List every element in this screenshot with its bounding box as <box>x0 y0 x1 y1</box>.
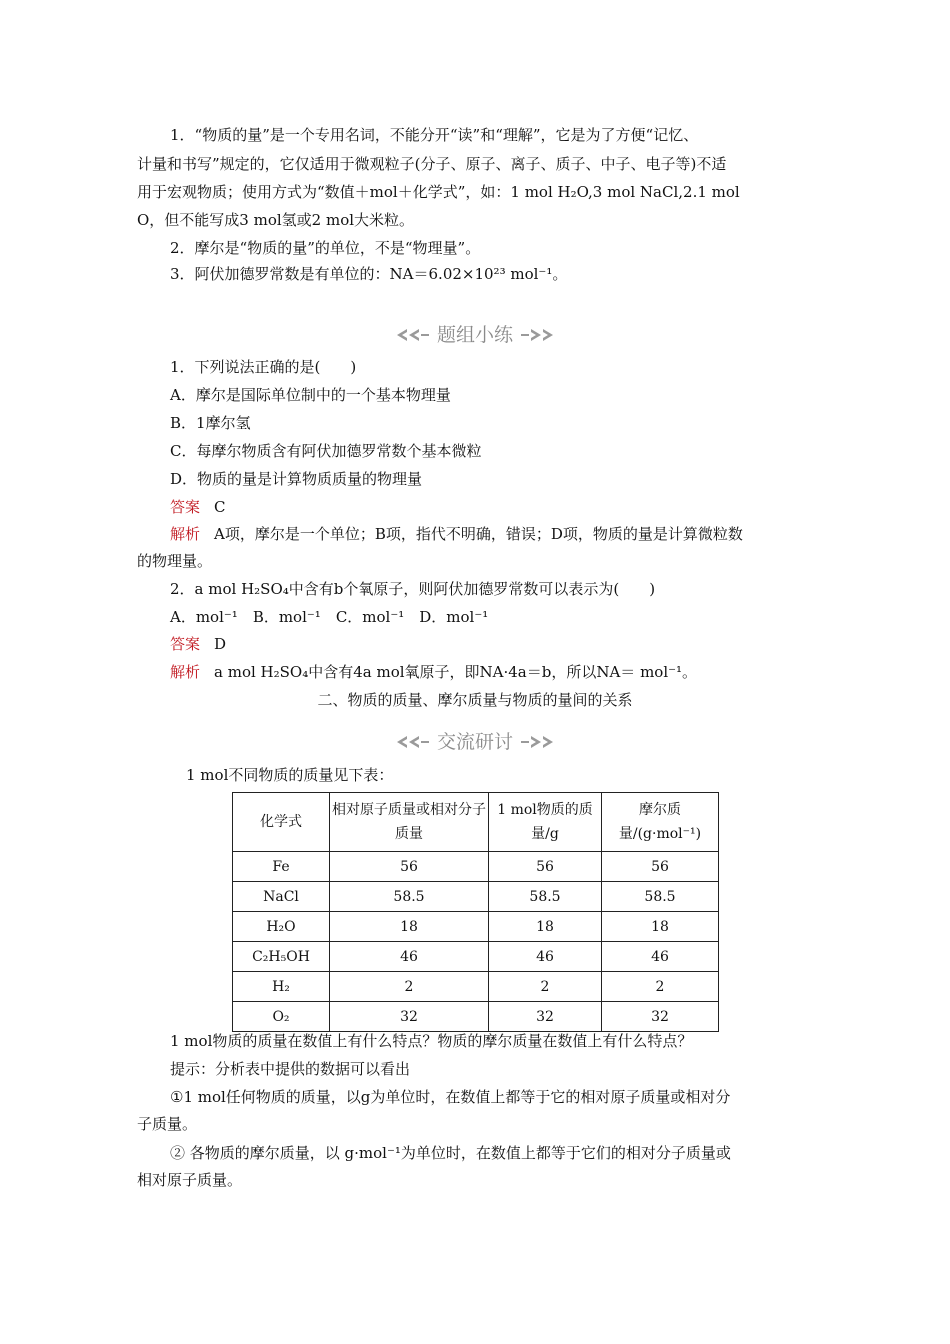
cell-molar-mass: 32 <box>602 1002 719 1032</box>
q1-analysis-row <box>170 524 850 546</box>
table-intro: 1 mol不同物质的质量见下表： <box>186 766 394 784</box>
cell-mass: 32 <box>489 1002 602 1032</box>
section-heading-practice <box>0 322 950 350</box>
cell-relative-mass: 32 <box>330 1002 489 1032</box>
q1-option-a: A．摩尔是国际单位制中的一个基本物理量 <box>170 386 451 404</box>
note-line-6: 3．阿伏加德罗常数是有单位的：NA＝6.02×10²³ mol⁻¹。 <box>170 265 568 283</box>
cell-mass: 56 <box>489 852 602 882</box>
cell-formula: C₂H₅OH <box>233 942 330 972</box>
q2-answer: D <box>214 635 227 653</box>
ornament-left-icon <box>395 730 431 756</box>
q1-analysis-label: 解析 <box>170 525 201 543</box>
note-line-4: O，但不能写成3 mol氢或2 mol大米粒。 <box>137 211 415 229</box>
q2-analysis-label: 解析 <box>170 663 201 681</box>
q1-analysis-1: A项，摩尔是一个单位；B项，指代不明确，错误；D项，物质的量是计算微粒数 <box>214 525 743 543</box>
q1-answer-row <box>170 497 850 519</box>
ornament-right-icon <box>519 323 555 349</box>
point-1-a: ①1 mol任何物质的质量，以g为单位时，在数值上都等于它的相对原子质量或相对分 <box>170 1088 731 1106</box>
q1-option-c: C．每摩尔物质含有阿伏加德罗常数个基本微粒 <box>170 442 482 460</box>
q2-options: A．mol⁻¹ B．mol⁻¹ C．mol⁻¹ D．mol⁻¹ <box>170 608 489 626</box>
note-line-3: 用于宏观物质；使用方式为“数值＋mol＋化学式”，如：1 mol H₂O,3 mol NaCl,2.1 mol <box>137 183 740 201</box>
discussion-hint: 提示：分析表中提供的数据可以看出 <box>170 1060 411 1078</box>
q1-answer-label: 答案 <box>170 498 201 516</box>
cell-relative-mass: 2 <box>330 972 489 1002</box>
header-molar-mass: 摩尔质量/(g·mol⁻¹) <box>602 793 719 852</box>
q2-answer-row <box>170 634 850 656</box>
section-heading-discussion <box>0 729 950 757</box>
cell-relative-mass: 18 <box>330 912 489 942</box>
point-2-b: 相对原子质量。 <box>137 1171 243 1189</box>
discussion-question: 1 mol物质的质量在数值上有什么特点？物质的摩尔质量在数值上有什么特点？ <box>170 1032 693 1050</box>
q1-analysis-2: 的物理量。 <box>137 552 213 570</box>
cell-formula: H₂O <box>233 912 330 942</box>
table-header-row <box>233 793 719 852</box>
cell-molar-mass: 18 <box>602 912 719 942</box>
table-row <box>233 942 719 972</box>
header-formula: 化学式 <box>233 793 330 852</box>
cell-relative-mass: 56 <box>330 852 489 882</box>
note-line-5: 2．摩尔是“物质的量”的单位，不是“物理量”。 <box>170 239 481 257</box>
q1-stem: 1．下列说法正确的是( ) <box>170 358 357 376</box>
q1-option-d: D．物质的量是计算物质质量的物理量 <box>170 470 423 488</box>
cell-formula: O₂ <box>233 1002 330 1032</box>
q2-stem: 2．a mol H₂SO₄中含有b个氧原子，则阿伏加德罗常数可以表示为( ) <box>170 580 656 598</box>
cell-mass: 58.5 <box>489 882 602 912</box>
cell-formula: H₂ <box>233 972 330 1002</box>
cell-molar-mass: 46 <box>602 942 719 972</box>
cell-mass: 46 <box>489 942 602 972</box>
note-line-1: 1．“物质的量”是一个专用名词，不能分开“读”和“理解”，它是为了方便“记忆、 <box>170 126 699 144</box>
table-row <box>233 1002 719 1032</box>
table-row <box>233 852 719 882</box>
section-subtitle: 二、物质的质量、摩尔质量与物质的量间的关系 <box>317 691 633 709</box>
header-mass-of-1mol: 1 mol物质的质量/g <box>489 793 602 852</box>
note-line-2: 计量和书写”规定的，它仅适用于微观粒子(分子、原子、离子、质子、中子、电子等)不适 <box>137 155 727 173</box>
cell-molar-mass: 56 <box>602 852 719 882</box>
q1-option-b: B．1摩尔氢 <box>170 414 251 432</box>
section-heading-discussion-text: 交流研讨 <box>436 731 513 753</box>
point-2-a: ② 各物质的摩尔质量，以 g·mol⁻¹为单位时，在数值上都等于它们的相对分子质量或 <box>170 1144 731 1162</box>
q2-analysis: a mol H₂SO₄中含有4a mol氧原子，即NA·4a＝b，所以NA＝ mol⁻¹。 <box>214 663 698 681</box>
cell-mass: 2 <box>489 972 602 1002</box>
q2-answer-label: 答案 <box>170 635 201 653</box>
ornament-left-icon <box>395 323 431 349</box>
mass-table <box>232 792 719 1032</box>
cell-mass: 18 <box>489 912 602 942</box>
section-heading-practice-text: 题组小练 <box>436 324 513 346</box>
cell-molar-mass: 58.5 <box>602 882 719 912</box>
cell-molar-mass: 2 <box>602 972 719 1002</box>
header-relative-mass: 相对原子质量或相对分子质量 <box>330 793 489 852</box>
cell-relative-mass: 46 <box>330 942 489 972</box>
ornament-right-icon <box>519 730 555 756</box>
cell-formula: Fe <box>233 852 330 882</box>
q1-answer: C <box>214 498 226 516</box>
q2-analysis-row <box>170 662 850 684</box>
table-row <box>233 912 719 942</box>
table-row <box>233 972 719 1002</box>
point-1-b: 子质量。 <box>137 1115 198 1133</box>
table-row <box>233 882 719 912</box>
cell-formula: NaCl <box>233 882 330 912</box>
cell-relative-mass: 58.5 <box>330 882 489 912</box>
